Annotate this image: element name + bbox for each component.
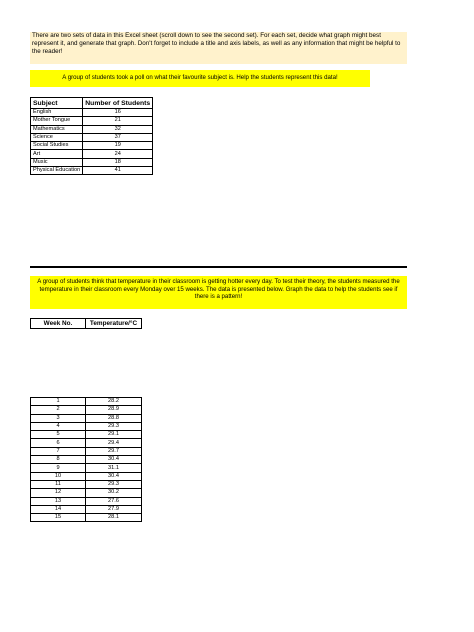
table-row <box>31 414 142 422</box>
table-row <box>31 480 142 488</box>
week-cell[interactable]: 5 <box>31 431 86 439</box>
student-count-cell[interactable]: 19 <box>83 142 153 150</box>
table-header-row <box>31 98 153 109</box>
week-cell[interactable]: 14 <box>31 505 86 513</box>
intro-instructions: There are two sets of data in this Excel sheet (scroll down to see the second set). For each set, decide what graph might best represent it, and generate that graph. Don't forget to include a title and axis labels, as well as any information that might be helpful to the reader! <box>30 32 407 64</box>
temperature-cell[interactable]: 29.3 <box>86 422 142 430</box>
week-cell[interactable]: 13 <box>31 497 86 505</box>
week-cell[interactable]: 1 <box>31 398 86 406</box>
week-cell[interactable]: 8 <box>31 456 86 464</box>
table-row <box>31 439 142 447</box>
temperature-cell[interactable]: 31.1 <box>86 464 142 472</box>
table-row <box>31 505 142 513</box>
temperature-cell[interactable]: 29.3 <box>86 480 142 488</box>
subject-poll-banner: A group of students took a poll on what their favourite subject is. Help the students represent this data! <box>30 70 370 87</box>
temperature-cell[interactable]: 27.6 <box>86 497 142 505</box>
week-cell[interactable]: 4 <box>31 422 86 430</box>
temperature-cell[interactable]: 27.9 <box>86 505 142 513</box>
table-row <box>31 398 142 406</box>
temperature-cell[interactable]: 29.1 <box>86 431 142 439</box>
temperature-cell[interactable]: 28.2 <box>86 398 142 406</box>
student-count-column-header[interactable]: Number of Students <box>83 98 153 109</box>
week-column-header[interactable]: Week No. <box>31 319 86 329</box>
table-row <box>31 431 142 439</box>
table-row <box>31 158 153 166</box>
week-cell[interactable]: 7 <box>31 447 86 455</box>
table-row <box>31 133 153 141</box>
table-row <box>31 422 142 430</box>
subject-column-header[interactable]: Subject <box>31 98 83 109</box>
temperature-banner: A group of students think that temperature in their classroom is getting hotter every day. To test their theory, the students measured the temperature in their classroom every Monday over 15 weeks. The data is presented below. Graph the data to help the students see if there is a pattern! <box>30 276 407 309</box>
temperature-cell[interactable]: 30.4 <box>86 456 142 464</box>
student-count-cell[interactable]: 41 <box>83 167 153 175</box>
table-row <box>31 142 153 150</box>
subject-cell[interactable]: Science <box>31 133 83 141</box>
table-row <box>31 456 142 464</box>
temperature-cell[interactable]: 28.8 <box>86 414 142 422</box>
week-cell[interactable]: 3 <box>31 414 86 422</box>
table-row <box>31 464 142 472</box>
table-row <box>31 406 142 414</box>
week-cell[interactable]: 12 <box>31 489 86 497</box>
student-count-cell[interactable]: 24 <box>83 150 153 158</box>
subject-cell[interactable]: Physical Education <box>31 167 83 175</box>
table-row <box>31 109 153 117</box>
week-cell[interactable]: 2 <box>31 406 86 414</box>
temperature-table <box>30 397 142 522</box>
subject-cell[interactable]: Music <box>31 158 83 166</box>
week-cell[interactable]: 9 <box>31 464 86 472</box>
temperature-cell[interactable]: 28.9 <box>86 406 142 414</box>
subject-cell[interactable]: Art <box>31 150 83 158</box>
table-row <box>31 514 142 522</box>
temperature-cell[interactable]: 30.4 <box>86 472 142 480</box>
student-count-cell[interactable]: 16 <box>83 109 153 117</box>
temperature-cell[interactable]: 28.1 <box>86 514 142 522</box>
temperature-cell[interactable]: 29.7 <box>86 447 142 455</box>
table-row <box>31 125 153 133</box>
table-row <box>31 472 142 480</box>
temperature-cell[interactable]: 30.2 <box>86 489 142 497</box>
temperature-table-header <box>30 318 142 329</box>
week-cell[interactable]: 15 <box>31 514 86 522</box>
table-row <box>31 447 142 455</box>
subject-cell[interactable]: Mother Tongue <box>31 117 83 125</box>
temperature-cell[interactable]: 29.4 <box>86 439 142 447</box>
subject-cell[interactable]: Social Studies <box>31 142 83 150</box>
week-cell[interactable]: 6 <box>31 439 86 447</box>
subject-cell[interactable]: Mathematics <box>31 125 83 133</box>
table-row <box>31 489 142 497</box>
student-count-cell[interactable]: 37 <box>83 133 153 141</box>
student-count-cell[interactable]: 18 <box>83 158 153 166</box>
table-row <box>31 150 153 158</box>
table-row <box>31 497 142 505</box>
table-row <box>31 167 153 175</box>
section-divider <box>30 266 407 268</box>
table-row <box>31 117 153 125</box>
week-cell[interactable]: 10 <box>31 472 86 480</box>
table-header-row <box>31 319 142 329</box>
subject-cell[interactable]: English <box>31 109 83 117</box>
student-count-cell[interactable]: 32 <box>83 125 153 133</box>
subject-poll-table <box>30 97 153 175</box>
student-count-cell[interactable]: 21 <box>83 117 153 125</box>
temperature-column-header[interactable]: Temperature/°C <box>86 319 142 329</box>
week-cell[interactable]: 11 <box>31 480 86 488</box>
